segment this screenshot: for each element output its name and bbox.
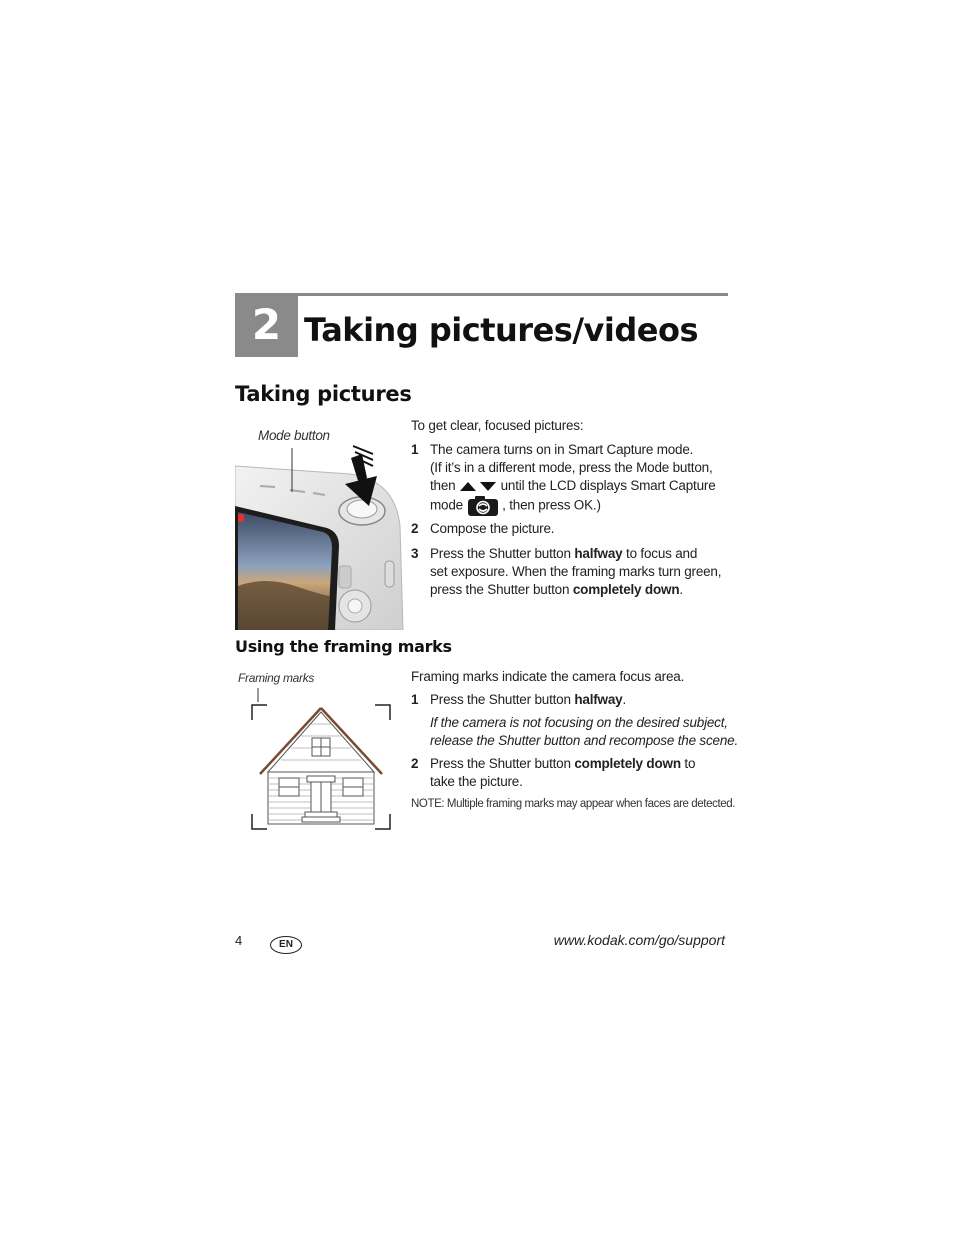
list-item: [411, 755, 731, 791]
chapter-number: 2: [235, 293, 298, 357]
step-number: 1: [411, 442, 419, 457]
list-item: [411, 520, 731, 538]
camera-illustration: [235, 436, 405, 630]
chapter-title: Taking pictures/videos: [304, 311, 698, 349]
step-number: 1: [411, 692, 419, 707]
up-down-arrows-icon: [459, 480, 497, 492]
note-text: NOTE: Multiple framing marks may appear when faces are detected.: [411, 798, 736, 810]
step-number: 2: [411, 756, 419, 771]
list-item: [411, 545, 731, 599]
taking-pictures-intro: To get clear, focused pictures:: [411, 418, 584, 433]
step-line: (If it’s in a different mode, press the Mode button,: [430, 460, 713, 475]
step-body: [430, 691, 739, 750]
smart-capture-icon: [467, 495, 499, 517]
step-note: release the Shutter button and recompose the scene.: [430, 733, 739, 748]
framing-marks-caption: Framing marks: [238, 671, 315, 685]
support-link[interactable]: www.kodak.com/go/support: [553, 932, 725, 948]
step-line: set exposure. When the framing marks turn green,: [430, 564, 722, 579]
step-line: The camera turns on in Smart Capture mode.: [430, 442, 694, 457]
step-number: 3: [411, 546, 419, 561]
step-line: then until the LCD displays Smart Capture: [430, 478, 716, 493]
chapter-rule: [235, 293, 728, 296]
step-line: Press the Shutter button halfway.: [430, 692, 627, 707]
subsection-title: Using the framing marks: [235, 637, 452, 656]
page-number: 4: [235, 933, 243, 948]
house-illustration: [250, 686, 394, 832]
section-title: Taking pictures: [235, 382, 412, 406]
step-line: take the picture.: [430, 774, 523, 789]
step-line: mode , then press OK.): [430, 495, 730, 517]
list-item: [411, 441, 731, 521]
language-badge: EN: [270, 936, 302, 954]
step-line: Press the Shutter button halfway to focus and: [430, 546, 698, 561]
step-line: press the Shutter button completely down.: [430, 582, 683, 597]
step-body: [430, 545, 730, 599]
step-note: If the camera is not focusing on the desired subject,: [430, 715, 728, 730]
step-body: [430, 441, 730, 517]
step-number: 2: [411, 521, 419, 536]
step-body: [430, 755, 730, 791]
list-item: [411, 691, 739, 751]
framing-intro: Framing marks indicate the camera focus area.: [411, 669, 685, 684]
step-body: Compose the picture.: [430, 521, 555, 536]
step-line: Press the Shutter button completely down to: [430, 756, 696, 771]
mode-button-caption: Mode button: [258, 428, 330, 443]
